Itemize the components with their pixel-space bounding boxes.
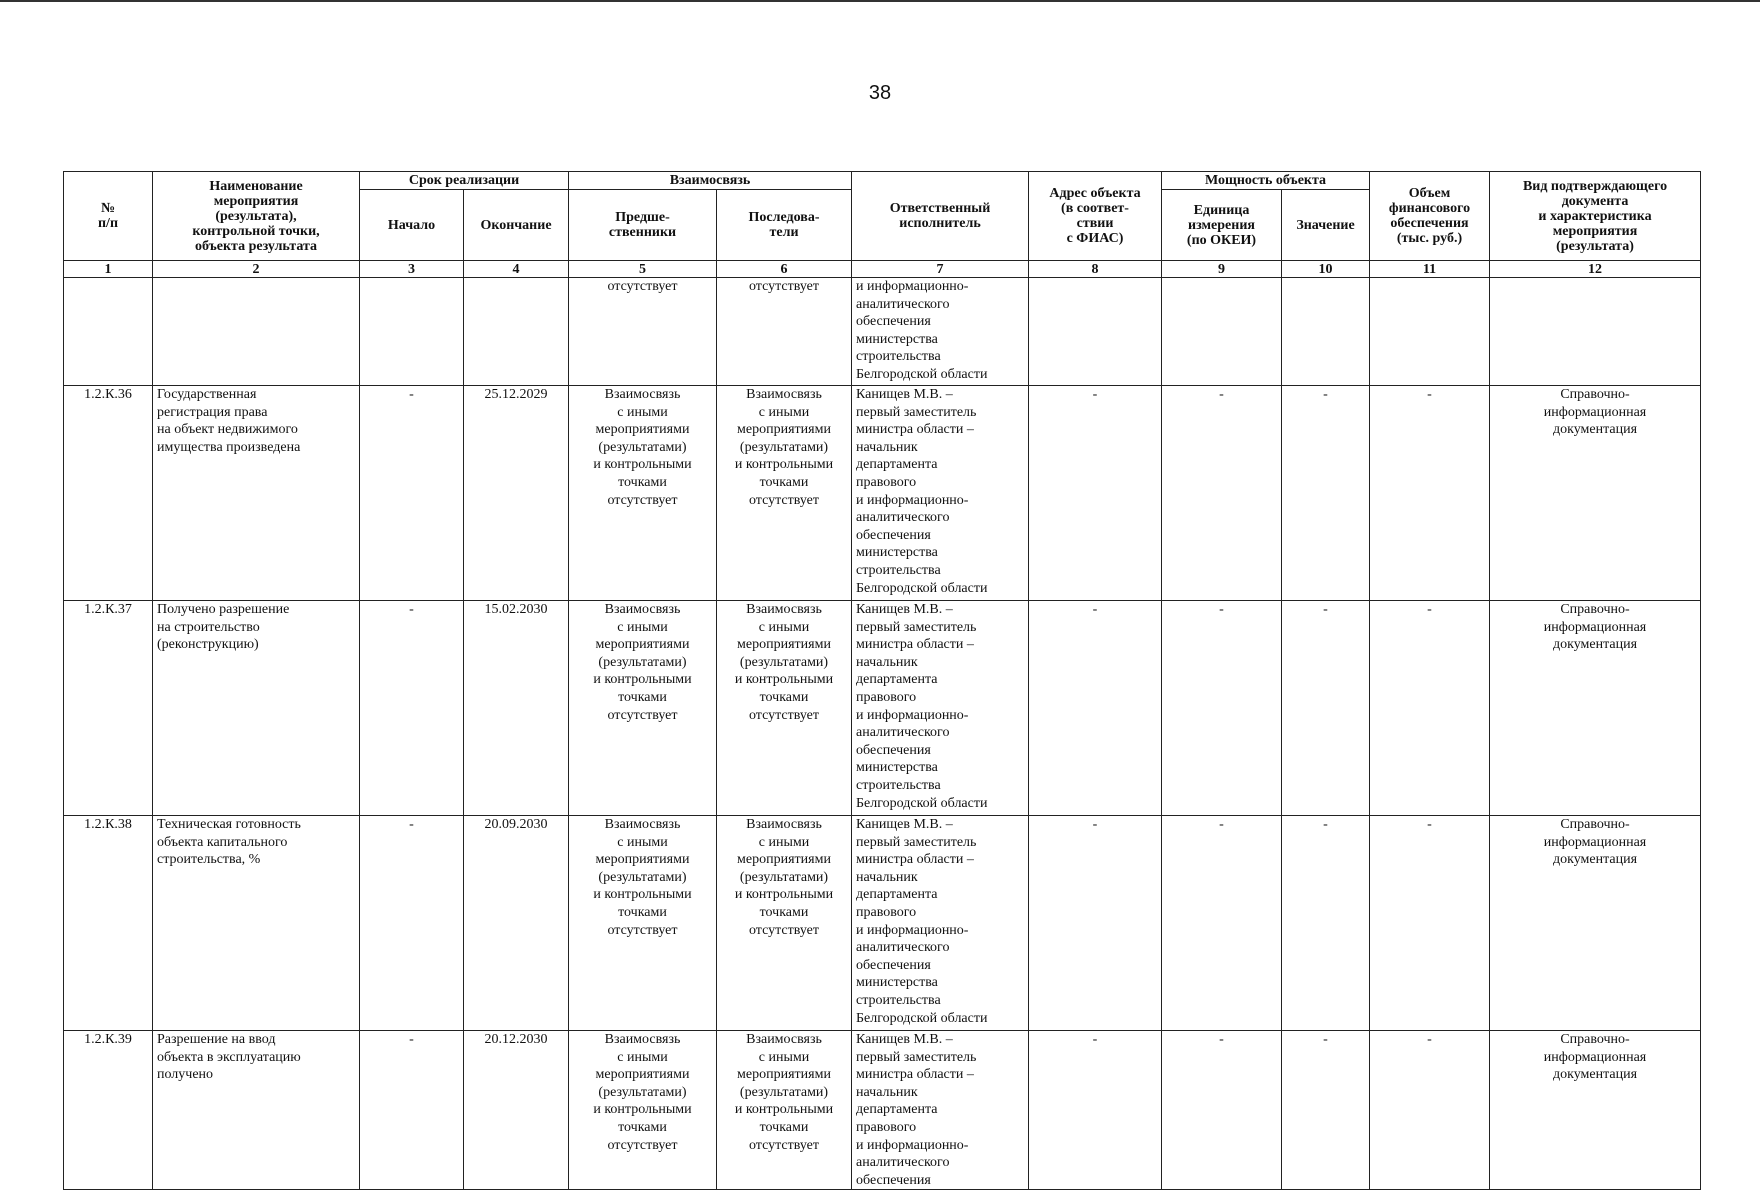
cell-unit: - — [1162, 816, 1282, 1031]
header-end: Окончание — [464, 190, 569, 261]
cell-start: - — [360, 816, 464, 1031]
col-number: 9 — [1162, 261, 1282, 278]
cell-num: 1.2.К.39 — [64, 1031, 153, 1190]
header-power: Мощность объекта — [1162, 172, 1370, 190]
cell-responsible: Канищев М.В. – первый заместитель министра области – начальник департамента правового и информационно- аналитического обеспечения министерства строительства Белгородской области — [852, 601, 1029, 816]
continuation-row — [64, 278, 1701, 386]
cell-address: - — [1029, 601, 1162, 816]
header-address: Адрес объекта (в соответ- ствии с ФИАС) — [1029, 172, 1162, 261]
col-number: 6 — [717, 261, 852, 278]
col-number: 7 — [852, 261, 1029, 278]
cell-address: - — [1029, 1031, 1162, 1190]
cell-successors: Взаимосвязь с иными мероприятиями (результатами) и контрольными точками отсутствует — [717, 601, 852, 816]
cell-predecessors: Взаимосвязь с иными мероприятиями (результатами) и контрольными точками отсутствует — [569, 386, 717, 601]
header-term: Срок реализации — [360, 172, 569, 190]
cell-predecessors: Взаимосвязь с иными мероприятиями (результатами) и контрольными точками отсутствует — [569, 1031, 717, 1190]
cell-successors: Взаимосвязь с иными мероприятиями (результатами) и контрольными точками отсутствует — [717, 1031, 852, 1190]
cell-value: - — [1282, 601, 1370, 816]
header-value: Значение — [1282, 190, 1370, 261]
table-row — [64, 601, 1701, 816]
cell-name: Техническая готовность объекта капитального строительства, % — [153, 816, 360, 1031]
col-number: 3 — [360, 261, 464, 278]
col-number: 4 — [464, 261, 569, 278]
cell-name: Разрешение на ввод объекта в эксплуатацию получено — [153, 1031, 360, 1190]
cell-document: Справочно- информационная документация — [1490, 601, 1701, 816]
cell-value: - — [1282, 816, 1370, 1031]
cell-financing: - — [1370, 386, 1490, 601]
header-name: Наименование мероприятия (результата), контрольной точки, объекта результата — [153, 172, 360, 261]
header-relation: Взаимосвязь — [569, 172, 852, 190]
cell-end: 20.12.2030 — [464, 1031, 569, 1190]
cell-responsible: Канищев М.В. – первый заместитель министра области – начальник департамента правового и информационно- аналитического обеспечения министерства строительства Белгородской области — [852, 816, 1029, 1031]
cell-document: Справочно- информационная документация — [1490, 1031, 1701, 1190]
cell-name: Государственная регистрация права на объект недвижимого имущества произведена — [153, 386, 360, 601]
header-responsible: Ответственный исполнитель — [852, 172, 1029, 261]
col-number: 11 — [1370, 261, 1490, 278]
cell-value: - — [1282, 386, 1370, 601]
cell-predecessors: Взаимосвязь с иными мероприятиями (результатами) и контрольными точками отсутствует — [569, 816, 717, 1031]
col-number: 12 — [1490, 261, 1701, 278]
cell-address: - — [1029, 386, 1162, 601]
table-row — [64, 386, 1701, 601]
cell-unit: - — [1162, 601, 1282, 816]
cell-end: 15.02.2030 — [464, 601, 569, 816]
cell-predecessors: Взаимосвязь с иными мероприятиями (результатами) и контрольными точками отсутствует — [569, 601, 717, 816]
header-unit: Единица измерения (по ОКЕИ) — [1162, 190, 1282, 261]
header-document: Вид подтверждающего документа и характеристика мероприятия (результата) — [1490, 172, 1701, 261]
table-row — [64, 1031, 1701, 1190]
cell-num: 1.2.К.38 — [64, 816, 153, 1031]
cell-responsible: Канищев М.В. – первый заместитель министра области – начальник департамента правового и информационно- аналитического обеспечения — [852, 1031, 1029, 1190]
cell-num: 1.2.К.36 — [64, 386, 153, 601]
cell-value: - — [1282, 1031, 1370, 1190]
col-number: 5 — [569, 261, 717, 278]
cell-unit: - — [1162, 386, 1282, 601]
table-row — [64, 816, 1701, 1031]
cell-address: - — [1029, 816, 1162, 1031]
cell-unit: - — [1162, 1031, 1282, 1190]
cell-successors: Взаимосвязь с иными мероприятиями (результатами) и контрольными точками отсутствует — [717, 386, 852, 601]
plan-table — [63, 171, 1701, 1190]
cell-name: Получено разрешение на строительство (реконструкцию) — [153, 601, 360, 816]
col-number: 10 — [1282, 261, 1370, 278]
table-header — [64, 172, 1701, 278]
cell-financing: - — [1370, 601, 1490, 816]
header-predecessors: Предше- ственники — [569, 190, 717, 261]
cell-end: 20.09.2030 — [464, 816, 569, 1031]
col-number: 2 — [153, 261, 360, 278]
header-financing: Объем финансового обеспечения (тыс. руб.) — [1370, 172, 1490, 261]
cell-responsible: и информационно- аналитического обеспечения министерства строительства Белгородской области — [852, 278, 1029, 386]
cell-successors: Взаимосвязь с иными мероприятиями (результатами) и контрольными точками отсутствует — [717, 816, 852, 1031]
cell-start: - — [360, 601, 464, 816]
cell-document: Справочно- информационная документация — [1490, 816, 1701, 1031]
page-top-border — [0, 0, 1760, 2]
cell-financing: - — [1370, 1031, 1490, 1190]
col-number: 1 — [64, 261, 153, 278]
header-start: Начало — [360, 190, 464, 261]
cell-start: - — [360, 386, 464, 601]
cell-financing: - — [1370, 816, 1490, 1031]
cell-successors: отсутствует — [717, 278, 852, 386]
header-successors: Последова- тели — [717, 190, 852, 261]
column-numbers-row — [64, 261, 1701, 278]
cell-responsible: Канищев М.В. – первый заместитель министра области – начальник департамента правового и информационно- аналитического обеспечения министерства строительства Белгородской области — [852, 386, 1029, 601]
cell-end: 25.12.2029 — [464, 386, 569, 601]
cell-num: 1.2.К.37 — [64, 601, 153, 816]
header-num: № п/п — [64, 172, 153, 261]
cell-start: - — [360, 1031, 464, 1190]
col-number: 8 — [1029, 261, 1162, 278]
cell-document: Справочно- информационная документация — [1490, 386, 1701, 601]
page-number: 38 — [868, 82, 892, 104]
cell-predecessors: отсутствует — [569, 278, 717, 386]
